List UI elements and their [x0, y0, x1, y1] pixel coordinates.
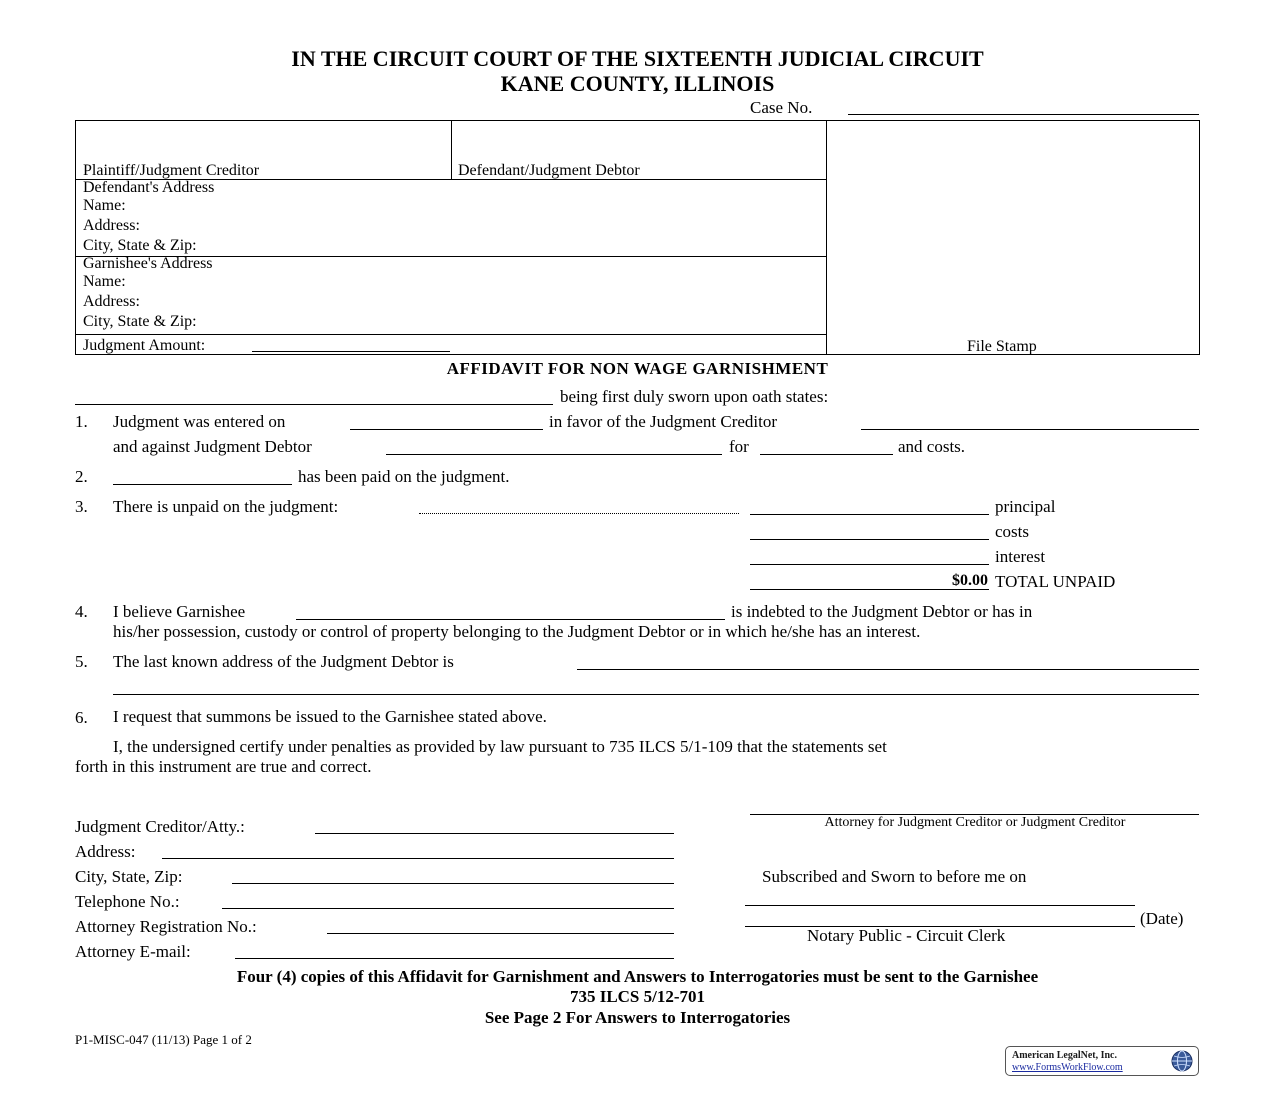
date-label: (Date)	[1140, 909, 1184, 928]
garnishee-address-label: Address:	[83, 293, 140, 310]
item-1-text-d: for	[729, 437, 749, 456]
defendant-city-label: City, State & Zip:	[83, 237, 197, 254]
court-title: IN THE CIRCUIT COURT OF THE SIXTEENTH JUDICIAL CIRCUIT	[291, 46, 984, 71]
item-1-text-a: Judgment was entered on	[113, 412, 286, 431]
interest-label: interest	[995, 547, 1046, 566]
parties-divider	[451, 120, 452, 180]
email-field[interactable]	[235, 958, 674, 959]
affiant-name-field[interactable]	[75, 404, 553, 405]
logo-url[interactable]: www.FormsWorkFlow.com	[1012, 1062, 1123, 1073]
caption-box	[75, 120, 1200, 355]
garnishee-city-label: City, State & Zip:	[83, 313, 197, 330]
item-1-number: 1.	[75, 412, 88, 431]
subscribed-date-field[interactable]	[745, 905, 1135, 906]
item-4-number: 4.	[75, 602, 88, 621]
affidavit-title: AFFIDAVIT FOR NON WAGE GARNISHMENT	[446, 359, 829, 378]
item-3-dot-leader	[419, 513, 739, 514]
attorney-signature-caption: Attorney for Judgment Creditor or Judgment Creditor	[824, 815, 1126, 830]
item-3-number: 3.	[75, 497, 88, 516]
garnishee-name-label: Name:	[83, 273, 126, 290]
item-5-number: 5.	[75, 652, 88, 671]
judgment-debtor-field[interactable]	[386, 454, 722, 455]
form-id: P1-MISC-047 (11/13) Page 1 of 2	[75, 1032, 252, 1047]
item-4-text-c: his/her possession, custody or control of property belonging to the Judgment Debtor or in which he/she has an interest.	[113, 622, 921, 641]
file-stamp-label: File Stamp	[967, 338, 1037, 355]
plaintiff-label: Plaintiff/Judgment Creditor	[83, 162, 260, 179]
telephone-label: Telephone No.:	[75, 892, 180, 911]
certification-line-2: forth in this instrument are true and correct.	[75, 757, 372, 776]
logo-name: American LegalNet, Inc.	[1012, 1050, 1117, 1061]
defendant-label: Defendant/Judgment Debtor	[458, 162, 640, 179]
item-2-number: 2.	[75, 467, 88, 486]
statute-reference: 735 ILCS 5/12-701	[569, 987, 706, 1006]
registration-label: Attorney Registration No.:	[75, 917, 257, 936]
creditor-atty-field[interactable]	[315, 833, 674, 834]
sig-address-label: Address:	[75, 842, 136, 861]
garnishee-address-heading: Garnishee's Address	[83, 255, 213, 272]
garnishee-copies-notice: Four (4) copies of this Affidavit for Garnishment and Answers to Interrogatories must be sent to the Garnishee	[236, 967, 1039, 986]
item-1-text-c: and against Judgment Debtor	[113, 437, 312, 456]
garnishee-field[interactable]	[296, 619, 725, 620]
defendant-address-heading: Defendant's Address	[83, 179, 215, 196]
total-unpaid-label: TOTAL UNPAID	[995, 572, 1116, 591]
judgment-creditor-field[interactable]	[861, 429, 1199, 430]
judgment-amount-label: Judgment Amount:	[83, 337, 206, 354]
interest-field[interactable]	[750, 564, 989, 565]
intro-text: being first duly sworn upon oath states:	[560, 387, 829, 406]
item-3-text: There is unpaid on the judgment:	[113, 497, 339, 516]
defendant-address-label: Address:	[83, 217, 140, 234]
principal-field[interactable]	[750, 514, 989, 515]
sig-city-label: City, State, Zip:	[75, 867, 183, 886]
registration-field[interactable]	[327, 933, 674, 934]
item-4-text-b: is indebted to the Judgment Debtor or has in	[731, 602, 1033, 621]
judgment-amount-for-field[interactable]	[760, 454, 893, 455]
principal-label: principal	[995, 497, 1056, 516]
item-2-text: has been paid on the judgment.	[298, 467, 510, 486]
case-no-field[interactable]	[848, 114, 1199, 115]
caption-rule-3	[75, 334, 826, 335]
debtor-address-line-2[interactable]	[113, 694, 1199, 695]
item-4-text-a: I believe Garnishee	[113, 602, 246, 621]
item-1-text-b: in favor of the Judgment Creditor	[549, 412, 778, 431]
defendant-name-label: Name:	[83, 197, 126, 214]
see-page-2-notice: See Page 2 For Answers to Interrogatories	[484, 1008, 791, 1027]
certification-line-1: I, the undersigned certify under penalties as provided by law pursuant to 735 ILCS 5/1-109 that the statements set	[113, 737, 887, 756]
notary-label: Notary Public - Circuit Clerk	[807, 926, 1006, 945]
sig-city-field[interactable]	[232, 883, 674, 884]
judgment-amount-field[interactable]	[252, 351, 450, 352]
county-title: KANE COUNTY, ILLINOIS	[500, 71, 775, 96]
globe-icon	[1170, 1049, 1194, 1073]
creditor-atty-label: Judgment Creditor/Atty.:	[75, 817, 245, 836]
item-6-text: I request that summons be issued to the Garnishee stated above.	[113, 707, 547, 726]
item-6-number: 6.	[75, 708, 88, 727]
item-1-text-e: and costs.	[898, 437, 966, 456]
sig-address-field[interactable]	[162, 858, 674, 859]
judgment-date-field[interactable]	[350, 429, 543, 430]
total-unpaid-value: $0.00	[952, 572, 988, 589]
case-no-label: Case No.	[750, 98, 813, 117]
email-label: Attorney E-mail:	[75, 942, 191, 961]
subscribed-text: Subscribed and Sworn to before me on	[762, 867, 1027, 886]
item-5-text: The last known address of the Judgment Debtor is	[113, 652, 454, 671]
costs-label: costs	[995, 522, 1029, 541]
debtor-address-line-1[interactable]	[577, 669, 1199, 670]
telephone-field[interactable]	[222, 908, 674, 909]
costs-field[interactable]	[750, 539, 989, 540]
caption-divider	[826, 120, 827, 355]
amount-paid-field[interactable]	[113, 484, 292, 485]
american-legalnet-logo[interactable]	[1005, 1046, 1199, 1076]
